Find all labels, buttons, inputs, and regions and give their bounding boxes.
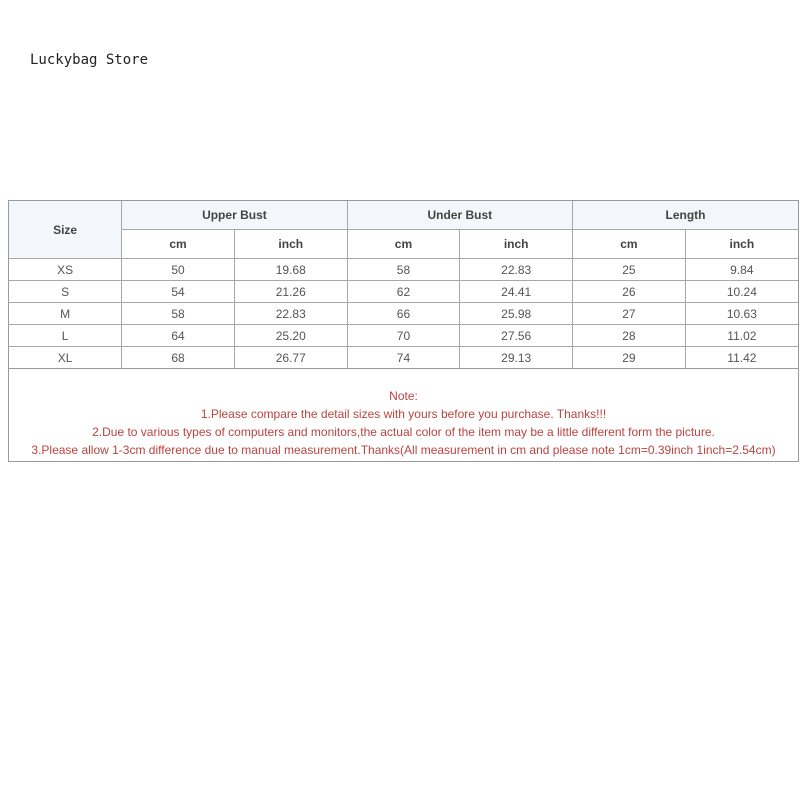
table-cell: 28 (573, 325, 686, 347)
size-chart (8, 200, 799, 462)
table-cell: 74 (347, 347, 460, 369)
note-line: 1.Please compare the detail sizes with yours before you purchase. Thanks!!! (200, 407, 607, 421)
table-cell: 27 (573, 303, 686, 325)
table-row (9, 281, 798, 303)
table-cell: 50 (122, 259, 235, 281)
table-cell: 11.42 (685, 347, 798, 369)
table-cell: 54 (122, 281, 235, 303)
table-cell: 25 (573, 259, 686, 281)
table-cell: 58 (347, 259, 460, 281)
table-cell: 58 (122, 303, 235, 325)
group-header-under-bust: Under Bust (347, 201, 572, 230)
table-cell: 22.83 (460, 259, 573, 281)
table-cell: 9.84 (685, 259, 798, 281)
size-cell: XS (9, 259, 122, 281)
table-cell: 26.77 (234, 347, 347, 369)
table-cell: 29 (573, 347, 686, 369)
table-cell: 10.63 (685, 303, 798, 325)
note-title: Note: (389, 389, 418, 403)
table-cell: 29.13 (460, 347, 573, 369)
table-row (9, 259, 798, 281)
note-line: 3.Please allow 1-3cm difference due to manual measurement.Thanks(All measurement in cm and please note 1cm=0.39inch 1inch=2.54cm) (31, 443, 776, 457)
table-cell: 68 (122, 347, 235, 369)
table-cell: 10.24 (685, 281, 798, 303)
table-cell: 70 (347, 325, 460, 347)
size-cell: L (9, 325, 122, 347)
table-cell: 24.41 (460, 281, 573, 303)
size-table (9, 201, 798, 369)
table-cell: 21.26 (234, 281, 347, 303)
size-cell: M (9, 303, 122, 325)
table-cell: 19.68 (234, 259, 347, 281)
unit-header: cm (122, 230, 235, 259)
size-cell: XL (9, 347, 122, 369)
note-block (9, 369, 798, 461)
table-cell: 26 (573, 281, 686, 303)
unit-header: cm (573, 230, 686, 259)
unit-header: inch (460, 230, 573, 259)
size-header: Size (9, 201, 122, 259)
table-cell: 25.20 (234, 325, 347, 347)
note-line: 2.Due to various types of computers and monitors,the actual color of the item may be a little different form the picture. (92, 425, 715, 439)
table-cell: 22.83 (234, 303, 347, 325)
table-cell: 66 (347, 303, 460, 325)
unit-header: inch (234, 230, 347, 259)
table-cell: 25.98 (460, 303, 573, 325)
unit-header: cm (347, 230, 460, 259)
store-name: Luckybag Store (30, 52, 149, 68)
table-cell: 62 (347, 281, 460, 303)
size-cell: S (9, 281, 122, 303)
unit-header: inch (685, 230, 798, 259)
table-row (9, 325, 798, 347)
table-row (9, 303, 798, 325)
group-header-length: Length (573, 201, 798, 230)
table-cell: 64 (122, 325, 235, 347)
table-row (9, 347, 798, 369)
table-cell: 11.02 (685, 325, 798, 347)
table-cell: 27.56 (460, 325, 573, 347)
group-header-upper-bust: Upper Bust (122, 201, 347, 230)
